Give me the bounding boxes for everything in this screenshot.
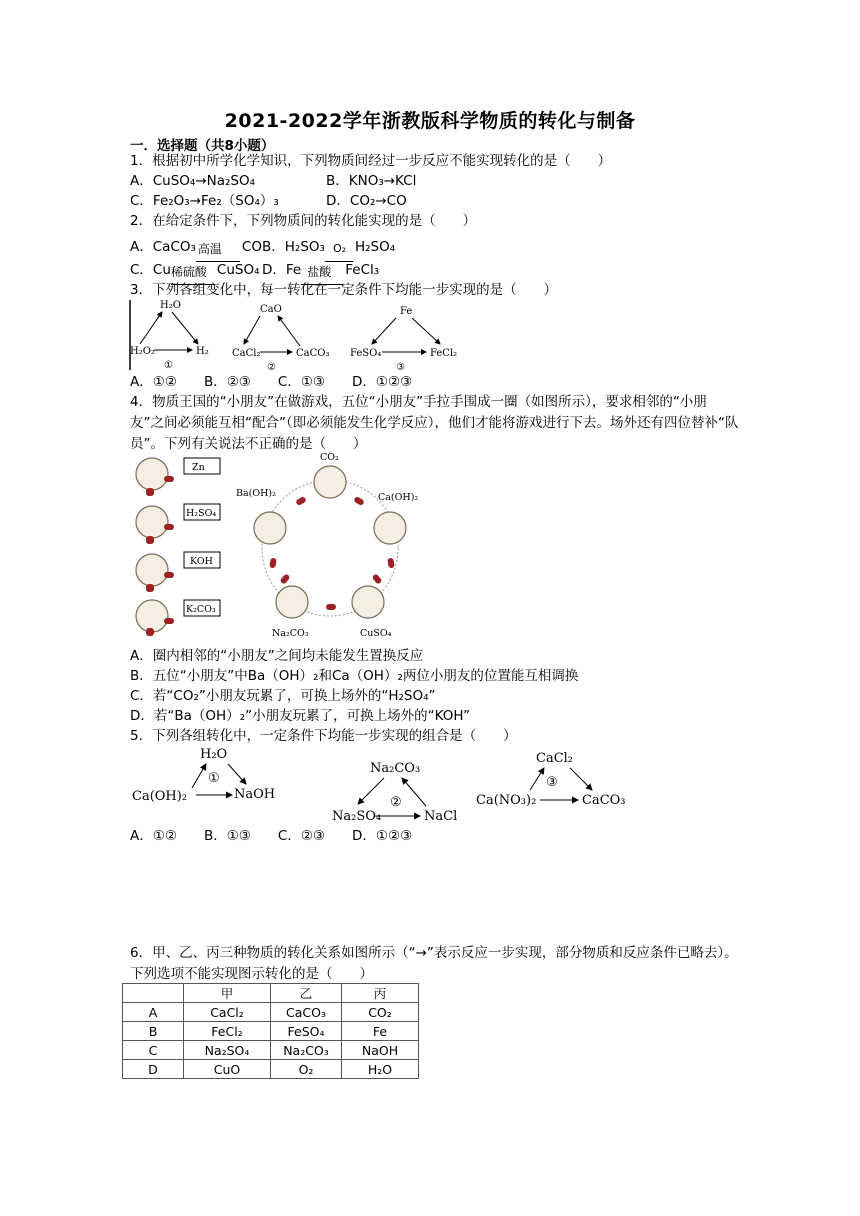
q3-d2-num: ② bbox=[267, 362, 276, 372]
q5-d1-right: NaOH bbox=[234, 787, 276, 802]
q5-d2-left: Na₂SO₄ bbox=[332, 809, 382, 824]
q4-option-d: D．若“Ba（OH）₂”小朋友玩累了，可换上场外的“KOH” bbox=[130, 708, 471, 724]
q1-option-d: D．CO₂→CO bbox=[326, 193, 407, 209]
table-cell: H₂O bbox=[342, 1060, 419, 1079]
q5-d2-right: NaCl bbox=[424, 809, 458, 824]
q4-game-figure bbox=[128, 452, 428, 642]
table-header-cell: 丙 bbox=[342, 984, 419, 1003]
table-row bbox=[123, 1060, 419, 1079]
q5-d2-top: Na₂CO₃ bbox=[370, 761, 421, 776]
q5-stem: 5．下列各组转化中，一定条件下均能一步实现的组合是（ ） bbox=[130, 728, 517, 744]
table-cell: D bbox=[123, 1060, 184, 1079]
q5-d2-num: ② bbox=[390, 795, 402, 810]
q1-option-c: C．Fe₂O₃→Fe₂（SO₄）₃ bbox=[130, 193, 279, 209]
table-cell: A bbox=[123, 1003, 184, 1022]
q2-option-d: D．Fe 盐酸 FeCl₃ bbox=[262, 260, 379, 280]
substitute-label-3: KOH bbox=[190, 556, 213, 567]
q2-option-b: B．H₂SO₃ O₂ H₂SO₄ bbox=[262, 237, 395, 257]
table-cell: Na₂CO₃ bbox=[271, 1041, 342, 1060]
q3-diagram-1 bbox=[130, 300, 209, 371]
ring-label-baoh2: Ba(OH)₂ bbox=[236, 488, 276, 499]
ring-kid-caoh2 bbox=[374, 512, 406, 544]
table-cell: O₂ bbox=[271, 1060, 342, 1079]
substitute-label-1: Zn bbox=[192, 462, 205, 473]
q5-d1-top: H₂O bbox=[200, 747, 228, 762]
substitute-2 bbox=[136, 504, 220, 544]
table-cell: CaCO₃ bbox=[271, 1003, 342, 1022]
table-cell: FeSO₄ bbox=[271, 1022, 342, 1041]
table-cell: NaOH bbox=[342, 1041, 419, 1060]
q5-diagram-3 bbox=[476, 751, 626, 808]
table-header-cell: 乙 bbox=[271, 984, 342, 1003]
q2-option-a: A．CaCO₃ 高温 CO bbox=[130, 237, 262, 257]
q1-option-a: A．CuSO₄→Na₂SO₄ bbox=[130, 173, 256, 189]
q3-diagram-2 bbox=[232, 304, 329, 372]
table-cell: Fe bbox=[342, 1022, 419, 1041]
q3-d2-left: CaCl₂ bbox=[232, 348, 261, 359]
q6-table bbox=[122, 983, 419, 1079]
q4-stem: 4．物质王国的“小朋友”在做游戏，五位“小朋友”手拉手围成一圈（如图所示），要求相邻的“小朋友”之间必须能互相“配合”（即必须能发生化学反应），他们才能将游戏进行下去。场外还有四位替补“队员”。下列有关说法不正确的是（ ） bbox=[130, 394, 739, 452]
q4-option-a: A．圈内相邻的“小朋友”之间均未能发生置换反应 bbox=[130, 648, 424, 664]
q5-d1-num: ① bbox=[208, 771, 220, 786]
table-cell: FeCl₂ bbox=[184, 1022, 271, 1041]
q1-option-b: B．KNO₃→KCl bbox=[326, 173, 417, 189]
table-row bbox=[123, 1003, 419, 1022]
q5-d3-left: Ca(NO₃)₂ bbox=[476, 793, 537, 808]
q1-stem: 1．根据初中所学化学知识，下列物质间经过一步反应不能实现转化的是（ ） bbox=[130, 153, 612, 169]
q5-d3-top: CaCl₂ bbox=[536, 751, 574, 766]
ring-kid-baoh2 bbox=[254, 512, 286, 544]
table-cell: Na₂SO₄ bbox=[184, 1041, 271, 1060]
q2-stem: 2．在给定条件下，下列物质间的转化能实现的是（ ） bbox=[130, 213, 477, 229]
table-header-row bbox=[123, 984, 419, 1003]
ring-label-na2co3: Na₂CO₃ bbox=[272, 628, 309, 639]
q3-stem: 3．下列各组变化中，每一转化在一定条件下均能一步实现的是（ ） bbox=[130, 282, 558, 298]
substitute-label-2: H₂SO₄ bbox=[186, 508, 217, 519]
ring-kid-co2 bbox=[314, 466, 346, 498]
q3-d3-top: Fe bbox=[400, 306, 413, 317]
q5-d3-right: CaCO₃ bbox=[582, 793, 626, 808]
q5-diagram-1 bbox=[132, 747, 275, 804]
q3-d3-right: FeCl₂ bbox=[430, 348, 458, 359]
q3-d2-right: CaCO₃ bbox=[296, 348, 330, 359]
table-header-cell bbox=[123, 984, 184, 1003]
page-title: 2021-2022学年浙教版科学物质的转化与制备 bbox=[224, 110, 636, 132]
ring-kid-na2co3 bbox=[276, 586, 308, 618]
section-heading: 一．选择题（共8小题） bbox=[130, 138, 275, 154]
ring-label-co2: CO₂ bbox=[320, 452, 339, 463]
table-header-cell: 甲 bbox=[184, 984, 271, 1003]
table-cell: C bbox=[123, 1041, 184, 1060]
q3-options: A．①② B．②③ C．①③ D．①②③ bbox=[130, 374, 413, 390]
table-row bbox=[123, 1041, 419, 1060]
q2-option-c: C．Cu 稀硫酸 CuSO₄ bbox=[130, 260, 260, 280]
table-cell: CuO bbox=[184, 1060, 271, 1079]
substitutes bbox=[136, 458, 220, 636]
q3-diagram-3 bbox=[350, 306, 457, 372]
q3-d3-num: ③ bbox=[396, 362, 405, 372]
table-cell: CO₂ bbox=[342, 1003, 419, 1022]
q3-d2-top: CaO bbox=[260, 304, 282, 315]
ring-label-caoh2: Ca(OH)₂ bbox=[378, 492, 419, 503]
q4-option-c: C．若“CO₂”小朋友玩累了，可换上场外的“H₂SO₄” bbox=[130, 688, 436, 704]
ring-kid-cuso4 bbox=[352, 586, 384, 618]
q5-options: A．①② B．①③ C．②③ D．①②③ bbox=[130, 828, 413, 844]
q5-d1-left: Ca(OH)₂ bbox=[132, 789, 188, 804]
substitute-1 bbox=[136, 458, 220, 496]
q3-d1-top: H₂O bbox=[160, 300, 181, 311]
table-cell: B bbox=[123, 1022, 184, 1041]
ring-label-cuso4: CuSO₄ bbox=[360, 628, 392, 639]
substitute-label-4: K₂CO₃ bbox=[186, 604, 216, 615]
q3-diagrams bbox=[128, 296, 468, 372]
q5-diagrams bbox=[130, 742, 650, 828]
q5-d3-num: ③ bbox=[546, 775, 558, 790]
table-cell: CaCl₂ bbox=[184, 1003, 271, 1022]
q5-diagram-2 bbox=[332, 761, 457, 824]
q3-d1-right: H₂ bbox=[196, 346, 209, 357]
table-row bbox=[123, 1022, 419, 1041]
q3-d3-left: FeSO₄ bbox=[350, 348, 382, 359]
substitute-4 bbox=[136, 600, 220, 636]
q4-option-b: B．五位“小朋友”中Ba（OH）₂和Ca（OH）₂两位小朋友的位置能互相调换 bbox=[130, 668, 579, 684]
substitute-3 bbox=[136, 552, 220, 592]
q3-d1-left: H₂O₂ bbox=[130, 346, 155, 357]
q6-stem: 6．甲、乙、丙三种物质的转化关系如图所示（“→”表示反应一步实现，部分物质和反应条件已略去）。下列选项不能实现图示转化的是（ ） bbox=[130, 945, 738, 982]
q3-d1-num: ① bbox=[164, 360, 173, 371]
ring bbox=[236, 452, 418, 639]
